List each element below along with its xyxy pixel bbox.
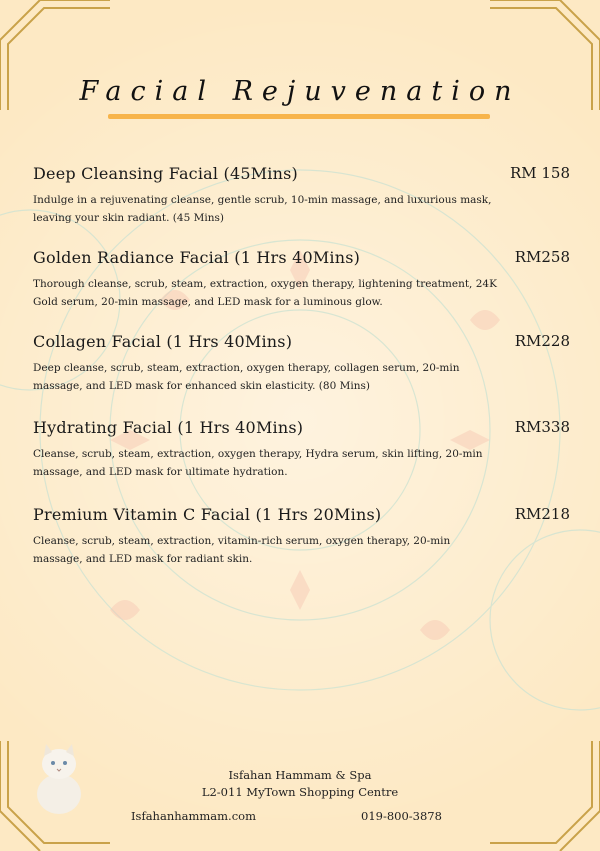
item-description: Thorough cleanse, scrub, steam, extraction, oxygen therapy, lightening treatment, 24K Gold serum, 20-min massage, and LED mask for a luminous glow.: [33, 278, 497, 308]
business-address: L2-011 MyTown Shopping Centre: [201, 785, 399, 799]
item-price: RM338: [514, 418, 570, 436]
menu-item: [33, 248, 573, 311]
item-name: Hydrating Facial (1 Hrs 40Mins): [33, 418, 304, 437]
item-description: Cleanse, scrub, steam, extraction, vitamin-rich serum, oxygen therapy, 20-min massage, and LED mask for radiant skin.: [33, 535, 451, 565]
phone-number[interactable]: 019-800-3878: [361, 809, 442, 823]
menu-item: [33, 164, 573, 227]
item-name: Golden Radiance Facial (1 Hrs 40Mins): [33, 248, 361, 267]
menu-item: [33, 418, 573, 481]
menu-item: [33, 332, 573, 395]
item-description: Cleanse, scrub, steam, extraction, oxygen therapy, Hydra serum, skin lifting, 20-min massage, and LED mask for ultimate hydration.: [33, 448, 483, 478]
title-underline: [108, 114, 490, 119]
item-description: Indulge in a rejuvenating cleanse, gentle scrub, 10-min massage, and luxurious mask, leaving your skin radiant. (45 Mins): [33, 194, 492, 224]
menu-item: [33, 505, 573, 568]
business-name: Isfahan Hammam & Spa: [228, 768, 372, 782]
item-name: Premium Vitamin C Facial (1 Hrs 20Mins): [33, 505, 382, 524]
item-price: RM258: [514, 248, 570, 266]
item-price: RM 158: [509, 164, 570, 182]
item-description: Deep cleanse, scrub, steam, extraction, oxygen therapy, collagen serum, 20-min massage, and LED mask for enhanced skin elasticity. (80 Mins): [33, 362, 460, 392]
item-name: Deep Cleansing Facial (45Mins): [33, 164, 298, 183]
menu-title: Facial Rejuvenation: [79, 76, 521, 107]
item-price: RM218: [514, 505, 570, 523]
item-name: Collagen Facial (1 Hrs 40Mins): [33, 332, 293, 351]
item-price: RM228: [514, 332, 570, 350]
website-link[interactable]: Isfahanhammam.com: [131, 809, 256, 823]
